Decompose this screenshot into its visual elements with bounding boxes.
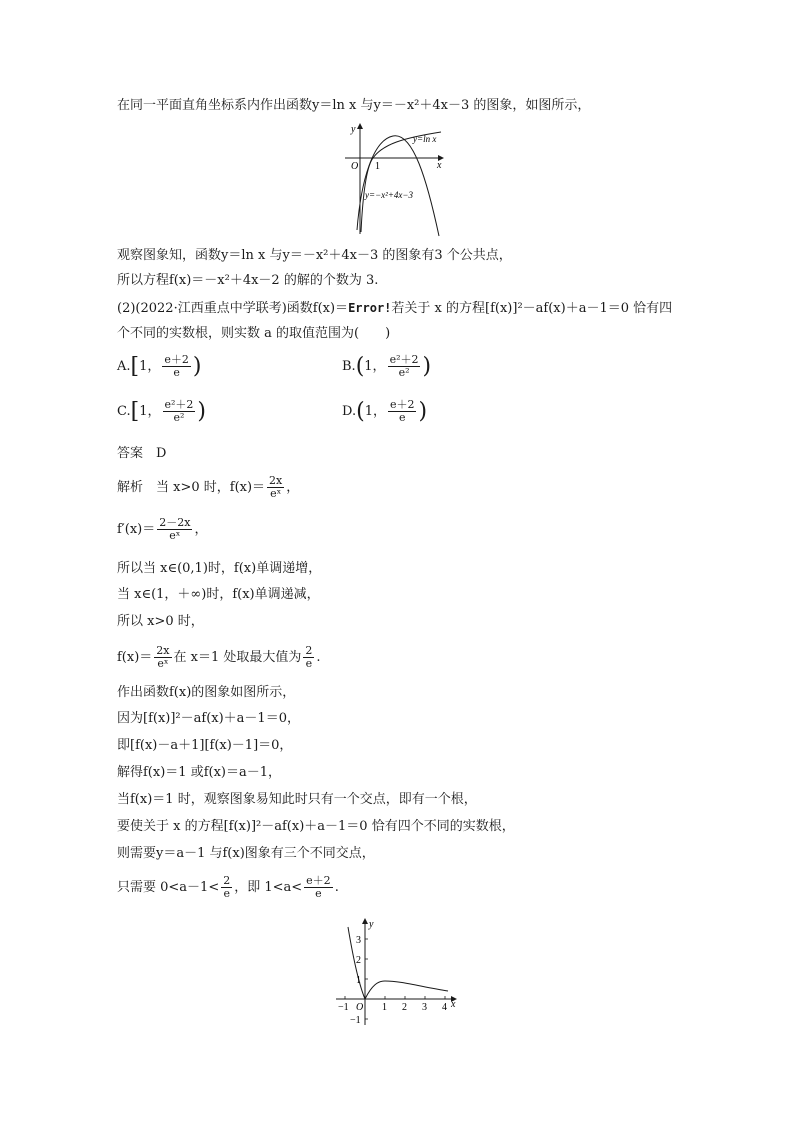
- sol-6-text: f(x)＝: [117, 650, 153, 665]
- answer-line: 答案 D: [117, 446, 167, 461]
- question-2-line-1: [117, 300, 672, 317]
- sol-6-fraction-1: [154, 645, 171, 670]
- option-c-denominator: e²: [173, 411, 185, 424]
- sol-1-fraction: [267, 475, 284, 500]
- fig2-ytick-2: 2: [356, 955, 361, 966]
- solution-line-12: 要使关于 x 的方程[f(x)]²－af(x)＋a－1＝0 恰有四个不同的实数根，: [117, 819, 515, 834]
- option-d-lower: 1，: [364, 404, 386, 419]
- solution-line-14: [117, 874, 339, 902]
- sol-6-mid: 在 x＝1 处取最大值为: [173, 650, 302, 665]
- option-c[interactable]: [117, 399, 206, 424]
- option-d-label: D.: [342, 404, 357, 419]
- option-b-lower: 1，: [364, 359, 386, 374]
- option-c-label: C.: [117, 404, 131, 419]
- figure-ln-vs-quadratic: [343, 120, 453, 238]
- fig1-origin: O: [351, 161, 359, 172]
- fig2-xtick-2: 2: [402, 1002, 407, 1013]
- sol-14-post: .: [334, 880, 339, 895]
- intro-text: 在同一平面直角坐标系内作出函数y＝ln x 与y＝－x²＋4x－3 的图象，如图所示，: [117, 98, 591, 113]
- fx-right-branch: [365, 981, 448, 999]
- observation-2: 所以方程f(x)＝－x²＋4x－2 的解的个数为 3.: [117, 273, 379, 288]
- fig2-ytick-3: 3: [356, 935, 361, 946]
- option-a-denominator: e: [173, 366, 180, 379]
- solution-line-7: 作出函数f(x)的图象如图所示，: [117, 685, 296, 700]
- observation-1: 观察图象知，函数y＝ln x 与y＝－x²＋4x－3 的图象有3 个公共点，: [117, 248, 512, 263]
- option-d-right-bracket: ): [418, 399, 428, 424]
- option-c-left-bracket: [: [130, 399, 140, 424]
- option-d-left-bracket: (: [356, 399, 365, 424]
- option-c-fraction: [163, 399, 196, 424]
- sol-2-text: f′(x)＝: [117, 522, 156, 537]
- figure-fx-graph: [332, 915, 462, 1025]
- fig1-ln-label: y=ln x: [413, 134, 437, 144]
- option-a-left-bracket: [: [130, 354, 140, 379]
- fig2-ytick-1: 1: [356, 975, 361, 986]
- option-c-lower: 1，: [139, 404, 161, 419]
- sol-6-post: .: [316, 650, 321, 665]
- fig2-xtick-4: 4: [442, 1002, 447, 1013]
- solution-line-5: 所以 x>0 时，: [117, 614, 204, 629]
- fig2-ytick-m1: −1: [350, 1015, 361, 1025]
- solution-line-9: 即[f(x)－a＋1][f(x)－1]＝0，: [117, 738, 293, 753]
- sol-1-post: ，: [286, 480, 300, 495]
- option-a-numerator: e＋2: [164, 353, 189, 366]
- sol-2-fraction: [157, 517, 192, 542]
- sol-14-fraction-1: [221, 875, 232, 900]
- sol-6-numerator-1: 2x: [156, 644, 170, 657]
- fig1-y-label: y: [351, 124, 356, 135]
- sol-14-numerator-2: e＋2: [306, 874, 331, 887]
- sol-14-fraction-2: [304, 875, 333, 900]
- solution-line-8: 因为[f(x)]²－af(x)＋a－1＝0，: [117, 711, 300, 726]
- fig2-xtick-1: 1: [382, 1002, 387, 1013]
- option-b-left-bracket: (: [355, 354, 365, 379]
- option-a-fraction: [162, 354, 191, 379]
- fig2-xtick-3: 3: [422, 1002, 427, 1013]
- option-c-numerator: e²＋2: [164, 398, 194, 411]
- sol-6-fraction-2: [303, 645, 314, 670]
- solution-line-11: 当f(x)＝1 时，观察图象易知此时只有一个交点，即有一个根，: [117, 792, 477, 807]
- option-a-label: A.: [117, 359, 131, 374]
- ln-curve: [361, 132, 441, 232]
- option-d-fraction: [388, 399, 417, 424]
- sol-1-numerator: 2x: [269, 474, 283, 487]
- quadratic-curve: [357, 136, 439, 236]
- sol-14-denominator-2: e: [315, 887, 322, 900]
- q2-text-a: (2)(2022·江西重点中学联考)函数f(x)＝: [117, 301, 349, 316]
- option-b-fraction: [388, 354, 421, 379]
- option-b-denominator: e²: [398, 366, 410, 379]
- option-b-numerator: e²＋2: [389, 353, 419, 366]
- solution-line-1: [117, 474, 299, 502]
- fig1-x-label: x: [437, 160, 442, 171]
- option-d-numerator: e＋2: [389, 398, 415, 411]
- sol-6-denominator-1: eˣ: [157, 657, 169, 670]
- option-a[interactable]: [117, 354, 202, 379]
- fig2-y-label: y: [369, 919, 374, 930]
- fig1-quad-label: y=−x²+4x−3: [365, 190, 413, 200]
- option-a-right-bracket: ): [192, 354, 202, 379]
- fig2-x-label: x: [451, 999, 456, 1010]
- sol-6-denominator-2: e: [305, 657, 313, 670]
- option-c-right-bracket: ): [197, 399, 207, 424]
- sol-2-post: ，: [194, 522, 208, 537]
- option-b-right-bracket: ): [422, 354, 432, 379]
- fig1-tick-one: 1: [375, 161, 380, 172]
- sol-14-mid: ，即 1<a<: [234, 880, 303, 895]
- sol-14-denominator-1: e: [223, 887, 230, 900]
- solution-line-2: [117, 516, 207, 544]
- option-a-lower: 1，: [139, 359, 161, 374]
- q2-text-b: 若关于 x 的方程[f(x)]²－af(x)＋a－1＝0 恰有四: [391, 301, 673, 316]
- solution-line-10: 解得f(x)＝1 或f(x)＝a－1，: [117, 765, 281, 780]
- question-2-line-2: 个不同的实数根，则实数 a 的取值范围为( ): [117, 326, 391, 341]
- option-b-label: B.: [342, 359, 356, 374]
- sol-1-text: 解析 当 x>0 时，f(x)＝: [117, 480, 266, 495]
- solution-line-13: 则需要y＝a－1 与f(x)图象有三个不同交点，: [117, 846, 375, 861]
- solution-line-6: [117, 644, 321, 672]
- option-d-denominator: e: [398, 411, 406, 424]
- solution-line-4: 当 x∈(1，＋∞)时，f(x)单调递减，: [117, 587, 320, 602]
- sol-6-numerator-2: 2: [305, 644, 313, 657]
- option-d[interactable]: [342, 399, 427, 424]
- fig2-xtick-m1: −1: [338, 1002, 349, 1013]
- fig2-origin: O: [356, 1002, 364, 1013]
- sol-14-numerator-1: 2: [223, 874, 231, 887]
- sol-1-denominator: eˣ: [270, 487, 282, 500]
- sol-14-text: 只需要 0<a－1<: [117, 880, 220, 895]
- sol-2-numerator: 2－2x: [159, 516, 191, 529]
- sol-2-denominator: eˣ: [169, 529, 181, 542]
- option-b[interactable]: [342, 354, 431, 379]
- error-token: Error!: [348, 301, 392, 315]
- solution-line-3: 所以当 x∈(0,1)时，f(x)单调递增，: [117, 561, 322, 576]
